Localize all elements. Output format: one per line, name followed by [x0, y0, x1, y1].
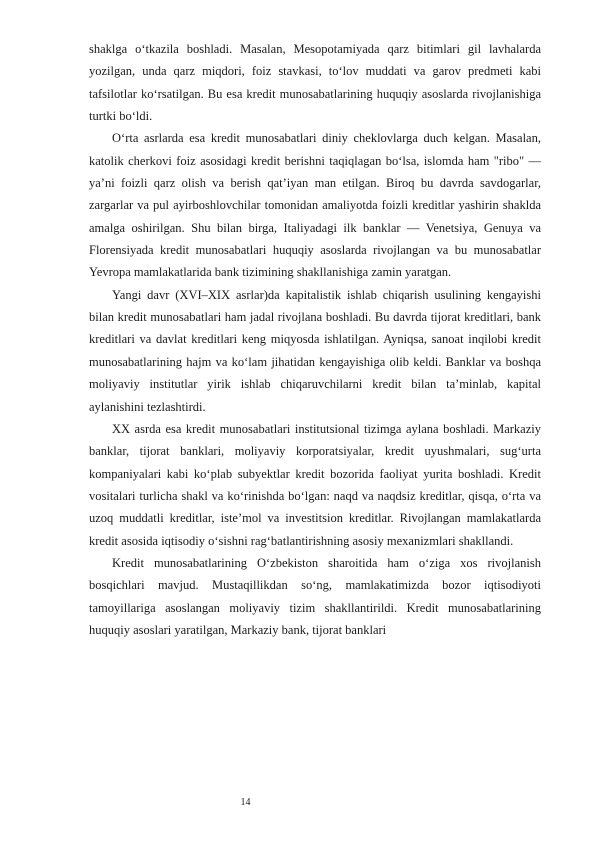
paragraph-4: XX asrda esa kredit munosabatlari institutsional tizimga aylana boshladi. Markaziy banklar, tijorat banklari, moliyaviy korporatsiyalar, kredit uyushmalari, sug‘urta kompaniyalari kabi ko‘plab subyektlar kredit bozorida faoliyat yurita boshladi. Kredit vositalari turlicha shakl va ko‘rinishda bo‘lgan: naqd va naqdsiz kreditlar, qisqa, o‘rta va uzoq muddatli kreditlar, iste’mol va investitsion kreditlar. Rivojlangan mamlakatlarda kredit asosida iqtisodiy o‘sishni rag‘batlantirishning asosiy mexanizmlari shakllandi. [89, 421, 541, 548]
paragraph-1: shaklga o‘tkazila boshladi. Masalan, Mesopotamiyada qarz bitimlari gil lavhalarda yozilgan, unda qarz miqdori, foiz stavkasi, to‘lov muddati va garov predmeti kabi tafsilotlar ko‘rsatilgan. Bu esa kredit munosabatlarining huquqiy asoslarda rivojlanishiga turtki bo‘ldi. [89, 42, 541, 124]
paragraph-3: Yangi davr (XVI–XIX asrlar)da kapitalistik ishlab chiqarish usulining kengayishi bilan kredit munosabatlari ham jadal rivojlana boshladi. Bu davrda tijorat kreditlari, bank kreditlari va davlat kreditlari keng miqyosda ishlatilgan. Ayniqsa, sanoat inqilobi kredit munosabatlarining hajm va ko‘lam jihatidan kengayishiga olib keldi. Banklar va boshqa moliyaviy institutlar yirik ishlab chiqaruvchilarni kredit bilan ta’minlab, kapital aylanishini tezlashtirdi. [89, 287, 541, 414]
paragraph-5: Kredit munosabatlarining O‘zbekiston sharoitida ham o‘ziga xos rivojlanish bosqichlari mavjud. Mustaqillikdan so‘ng, mamlakatimizda bozor iqtisodiyoti tamoyillariga asoslangan moliyaviy tizim shakllantirildi. Kredit munosabatlarining huquqiy asoslari yaratilgan, Markaziy bank, tijorat banklari [89, 555, 541, 637]
document-body [89, 38, 541, 641]
page-number: 14 [240, 797, 251, 808]
paragraph-2: O‘rta asrlarda esa kredit munosabatlari diniy cheklovlarga duch kelgan. Masalan, katolik cherkovi foiz asosidagi kredit berishni taqiqlagan bo‘lsa, islomda ham "ribo" — ya’ni foizli qarz olish va berish qat’iyan man etilgan. Biroq bu davrda savdogarlar, zargarlar va pul ayirboshlovchilar tomonidan amaliyotda foizli kreditlar yashirin shaklda amalga oshirilgan. Shu bilan birga, Italiyadagi ilk banklar — Venetsiya, Genuya va Florensiyada kredit munosabatlari huquqiy asoslarda rivojlangan va bu munosabatlar Yevropa mamlakatlarida bank tizimining shakllanishiga zamin yaratgan. [89, 131, 541, 280]
